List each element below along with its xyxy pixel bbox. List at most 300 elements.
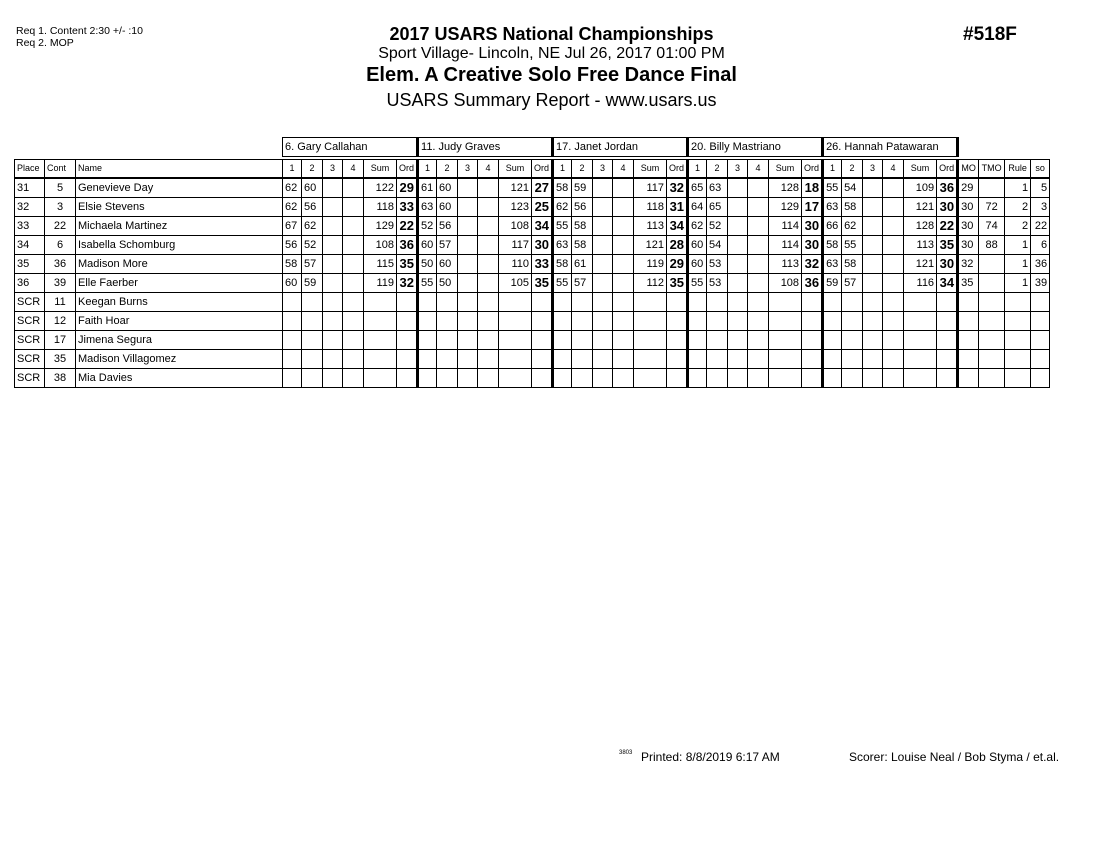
judge-score-cell [863,236,883,255]
judge-ordinal-cell [937,350,958,369]
judge-score-cell [707,350,728,369]
judge-sum-cell: 128 [769,178,802,198]
judge-score-cell: 63 [553,236,572,255]
judge-score-cell [323,255,343,274]
judge-score-cell: 56 [437,217,458,236]
judge-score-cell: 56 [283,236,302,255]
place-cell: 34 [15,236,45,255]
skater-name-cell: Elsie Stevens [76,198,283,217]
so-cell: 3 [1031,198,1050,217]
judge-score-cell [572,331,593,350]
judge-sum-cell: 114 [769,236,802,255]
rule-cell: 2 [1005,198,1031,217]
judge-score-cell [323,331,343,350]
contestant-number-cell: 22 [45,217,76,236]
judge-score-cell [728,236,748,255]
judge-ordinal-cell: 32 [802,255,823,274]
judge-score-cell [343,274,364,293]
col-header-judge-2: 3 [458,160,478,179]
judge-score-cell [283,331,302,350]
table-row [15,217,1050,236]
judge-ordinal-cell: 35 [667,274,688,293]
judge-score-cell [302,293,323,312]
judge-score-cell [593,350,613,369]
judge-score-cell [863,293,883,312]
judge-score-cell: 52 [418,217,437,236]
judge-score-cell [883,178,904,198]
judge-score-cell [343,198,364,217]
col-header-judge-5: Sum [904,160,937,179]
judge-score-cell [283,369,302,388]
rule-cell [1005,293,1031,312]
rule-cell [1005,312,1031,331]
judge-score-cell [593,178,613,198]
judge-score-cell: 56 [572,198,593,217]
tmo-cell [979,369,1005,388]
tmo-cell: 72 [979,198,1005,217]
skater-name-cell: Jimena Segura [76,331,283,350]
judge-score-cell: 58 [572,236,593,255]
skater-name-cell: Madison Villagomez [76,350,283,369]
mo-cell [958,369,979,388]
judge-ordinal-cell [667,331,688,350]
judge-score-cell [613,255,634,274]
judge-score-cell: 55 [823,178,842,198]
judge-score-cell [748,255,769,274]
judge-score-cell: 55 [553,217,572,236]
judge-score-cell: 58 [842,198,863,217]
judge-score-cell [728,350,748,369]
judge-score-cell: 65 [688,178,707,198]
rule-cell: 1 [1005,274,1031,293]
judge-ordinal-cell [802,350,823,369]
col-header-cont: Cont [45,160,76,179]
judge-score-cell [458,331,478,350]
col-header-judge-1: Ord [397,160,418,179]
judge-sum-cell: 121 [634,236,667,255]
judge-sum-cell [904,350,937,369]
col-header-name: Name [76,160,283,179]
judge-score-cell [842,350,863,369]
tmo-cell: 88 [979,236,1005,255]
col-header-so: so [1031,160,1050,179]
rule-cell: 1 [1005,255,1031,274]
judge-score-cell [883,369,904,388]
judge-score-cell [343,331,364,350]
judge-ordinal-cell: 31 [667,198,688,217]
judge-score-cell [343,293,364,312]
results-table [14,137,1050,388]
col-header-judge-3: 1 [553,160,572,179]
judge-score-cell [883,312,904,331]
judge-ordinal-cell: 17 [802,198,823,217]
judge-score-cell: 52 [302,236,323,255]
col-header-judge-5: Ord [937,160,958,179]
judge-score-cell: 57 [437,236,458,255]
judge-score-cell [458,255,478,274]
contestant-number-cell: 35 [45,350,76,369]
judge-sum-cell: 117 [499,236,532,255]
judge-ordinal-cell [937,312,958,331]
judge-ordinal-cell [397,293,418,312]
judge-score-cell [478,178,499,198]
judge-sum-cell [499,369,532,388]
so-cell [1031,312,1050,331]
mo-cell: 30 [958,198,979,217]
mo-cell: 30 [958,217,979,236]
judge-score-cell: 62 [688,217,707,236]
col-header-judge-1: 3 [323,160,343,179]
judge-ordinal-cell: 30 [937,198,958,217]
judge-score-cell [458,274,478,293]
place-cell: 35 [15,255,45,274]
rule-cell: 2 [1005,217,1031,236]
judge-ordinal-cell [532,369,553,388]
judge-sum-cell: 122 [364,178,397,198]
col-header-judge-4: 1 [688,160,707,179]
judge-score-cell [613,198,634,217]
judge-score-cell [613,331,634,350]
judge-score-cell [458,350,478,369]
judge-score-cell: 60 [688,255,707,274]
tmo-cell [979,178,1005,198]
judge-score-cell [302,331,323,350]
judge-score-cell: 59 [572,178,593,198]
table-row [15,369,1050,388]
judge-score-cell [728,331,748,350]
judge-score-cell [437,293,458,312]
judge-score-cell [323,236,343,255]
judge-score-cell [823,369,842,388]
judge-name: 17. Janet Jordan [553,138,688,157]
mo-cell [958,331,979,350]
judge-ordinal-cell [937,331,958,350]
judge-score-cell [323,293,343,312]
col-header-judge-3: 3 [593,160,613,179]
judge-sum-cell: 129 [364,217,397,236]
col-header-place: Place [15,160,45,179]
judge-score-cell: 59 [823,274,842,293]
skater-name-cell: Isabella Schomburg [76,236,283,255]
judge-score-cell [343,312,364,331]
judge-score-cell [458,198,478,217]
col-header-judge-5: 3 [863,160,883,179]
contestant-number-cell: 39 [45,274,76,293]
judge-score-cell: 63 [418,198,437,217]
judge-score-cell [883,331,904,350]
judge-score-cell: 58 [553,255,572,274]
judge-score-cell [748,293,769,312]
judge-sum-cell: 113 [769,255,802,274]
requirement-1: Req 1. Content 2:30 +/- :10 [16,25,143,37]
judge-score-cell [883,198,904,217]
place-cell: 32 [15,198,45,217]
judge-ordinal-cell [802,331,823,350]
judge-sum-cell: 118 [634,198,667,217]
judge-score-cell [478,274,499,293]
judge-sum-cell: 123 [499,198,532,217]
rule-cell: 1 [1005,178,1031,198]
judge-score-cell [748,331,769,350]
tmo-cell [979,274,1005,293]
judge-ordinal-cell [667,312,688,331]
judge-score-cell: 65 [707,198,728,217]
judge-score-cell: 53 [707,274,728,293]
so-cell: 6 [1031,236,1050,255]
judge-sum-cell: 116 [904,274,937,293]
judge-score-cell [728,312,748,331]
judge-score-cell [863,312,883,331]
judge-ordinal-cell: 36 [937,178,958,198]
judge-ordinal-cell: 33 [397,198,418,217]
judge-score-cell: 58 [572,217,593,236]
judge-score-cell [883,255,904,274]
judge-sum-cell: 117 [634,178,667,198]
col-header-judge-3: Ord [667,160,688,179]
judge-sum-cell [364,293,397,312]
judge-score-cell: 55 [842,236,863,255]
judge-ordinal-cell: 28 [667,236,688,255]
judge-score-cell: 57 [842,274,863,293]
judge-score-cell [323,178,343,198]
col-header-judge-4: Ord [802,160,823,179]
judge-ordinal-cell [532,331,553,350]
judge-score-cell: 60 [283,274,302,293]
judge-ordinal-cell: 30 [937,255,958,274]
judge-score-cell [458,369,478,388]
judge-score-cell [823,331,842,350]
judge-score-cell: 62 [842,217,863,236]
judge-sum-cell [904,369,937,388]
judge-score-cell [748,369,769,388]
judge-score-cell [863,274,883,293]
tmo-cell [979,331,1005,350]
judge-score-cell [572,350,593,369]
judge-score-cell [613,217,634,236]
place-cell: SCR [15,350,45,369]
judge-sum-cell: 108 [364,236,397,255]
judge-ordinal-cell: 22 [937,217,958,236]
judge-score-cell [343,369,364,388]
judge-ordinal-cell: 22 [397,217,418,236]
judge-ordinal-cell: 18 [802,178,823,198]
judge-score-cell [593,236,613,255]
judge-ordinal-cell [397,369,418,388]
col-header-judge-1: 4 [343,160,364,179]
judge-ordinal-cell [937,369,958,388]
contestant-number-cell: 11 [45,293,76,312]
judge-sum-cell: 128 [904,217,937,236]
judge-sum-cell: 112 [634,274,667,293]
judge-score-cell: 66 [823,217,842,236]
skater-name-cell: Genevieve Day [76,178,283,198]
contestant-number-cell: 38 [45,369,76,388]
judge-score-cell [593,217,613,236]
judge-score-cell: 62 [283,198,302,217]
judge-score-cell [572,293,593,312]
judge-score-cell: 54 [707,236,728,255]
judge-score-cell [302,312,323,331]
judge-ordinal-cell: 30 [532,236,553,255]
judge-score-cell [418,312,437,331]
judge-score-cell [553,350,572,369]
table-row [15,198,1050,217]
judge-score-cell [842,369,863,388]
judge-score-cell [688,331,707,350]
judge-score-cell: 67 [283,217,302,236]
so-cell: 36 [1031,255,1050,274]
rule-cell [1005,369,1031,388]
judge-ordinal-cell: 34 [937,274,958,293]
judge-ordinal-cell [397,312,418,331]
judge-sum-cell [904,331,937,350]
judge-score-cell [323,369,343,388]
judge-score-cell [688,369,707,388]
footer-code: 3803 [619,750,633,756]
judge-score-cell: 62 [553,198,572,217]
col-header-judge-4: 4 [748,160,769,179]
judge-ordinal-cell [532,350,553,369]
judge-score-cell [553,331,572,350]
judge-sum-cell [904,293,937,312]
judge-score-cell: 52 [707,217,728,236]
judge-score-cell [343,350,364,369]
judge-sum-cell [499,331,532,350]
col-header-judge-3: Sum [634,160,667,179]
col-header-judge-3: 4 [613,160,634,179]
contestant-number-cell: 5 [45,178,76,198]
judge-score-cell [883,217,904,236]
judge-score-cell [478,369,499,388]
tmo-cell [979,293,1005,312]
judge-score-cell [863,350,883,369]
judge-score-cell: 63 [823,255,842,274]
judge-sum-cell: 121 [904,255,937,274]
judge-score-cell [323,217,343,236]
judge-score-cell [418,350,437,369]
col-header-judge-3: 2 [572,160,593,179]
judge-ordinal-cell: 36 [397,236,418,255]
judge-score-cell [593,274,613,293]
judge-score-cell [707,369,728,388]
judge-score-cell: 60 [437,198,458,217]
mo-cell: 30 [958,236,979,255]
so-cell: 22 [1031,217,1050,236]
judge-ordinal-cell: 29 [667,255,688,274]
table-row [15,274,1050,293]
judge-score-cell: 60 [437,255,458,274]
place-cell: 33 [15,217,45,236]
judge-sum-cell [499,350,532,369]
place-cell: SCR [15,369,45,388]
judge-score-cell: 59 [302,274,323,293]
judge-score-cell [593,312,613,331]
judge-score-cell [478,293,499,312]
judge-sum-cell: 119 [364,274,397,293]
judge-score-cell [842,331,863,350]
judge-score-cell [748,274,769,293]
place-cell: SCR [15,293,45,312]
table-row [15,293,1050,312]
judge-sum-cell [769,293,802,312]
judge-score-cell [478,350,499,369]
col-header-judge-1: 2 [302,160,323,179]
judge-score-cell [323,312,343,331]
judge-score-cell [593,255,613,274]
judge-score-cell: 64 [688,198,707,217]
judge-sum-cell [364,331,397,350]
so-cell [1031,350,1050,369]
judge-score-cell: 50 [418,255,437,274]
mo-cell [958,293,979,312]
judge-ordinal-cell: 30 [802,217,823,236]
judge-score-cell [688,293,707,312]
judge-score-cell [613,178,634,198]
mo-cell [958,350,979,369]
judge-sum-cell [634,369,667,388]
skater-name-cell: Michaela Martinez [76,217,283,236]
judge-score-cell: 60 [418,236,437,255]
judge-score-cell [458,236,478,255]
judge-score-cell [728,217,748,236]
mo-cell: 35 [958,274,979,293]
judge-name: 11. Judy Graves [418,138,553,157]
rule-cell [1005,331,1031,350]
judge-score-cell [478,312,499,331]
judge-sum-cell: 113 [634,217,667,236]
judge-score-cell [863,331,883,350]
judge-score-cell [883,350,904,369]
judge-score-cell [418,331,437,350]
judge-score-cell [553,369,572,388]
judge-score-cell [728,178,748,198]
judge-score-cell [728,255,748,274]
judge-ordinal-cell [532,312,553,331]
judge-score-cell: 62 [283,178,302,198]
scorer-credits: Scorer: Louise Neal / Bob Styma / et.al. [849,750,1060,764]
col-header-rule: Rule [1005,160,1031,179]
judge-score-cell [823,312,842,331]
judge-sum-cell: 110 [499,255,532,274]
judge-name: 6. Gary Callahan [283,138,418,157]
judge-score-cell [593,198,613,217]
judge-score-cell [728,369,748,388]
judge-score-cell [478,217,499,236]
judge-score-cell [437,331,458,350]
judge-sum-cell: 115 [364,255,397,274]
so-cell [1031,369,1050,388]
col-header-judge-2: Sum [499,160,532,179]
judge-sum-cell [634,293,667,312]
judge-score-cell [863,178,883,198]
judge-score-cell [748,350,769,369]
judge-score-cell: 60 [302,178,323,198]
judge-ordinal-cell: 32 [397,274,418,293]
judge-score-cell [883,274,904,293]
judge-score-cell [478,198,499,217]
judge-sum-cell: 108 [769,274,802,293]
judge-score-cell: 58 [842,255,863,274]
judge-score-cell [748,236,769,255]
judge-score-cell: 54 [842,178,863,198]
table-row [15,331,1050,350]
judge-ordinal-cell: 33 [532,255,553,274]
judge-score-cell: 62 [302,217,323,236]
judge-sum-cell [364,369,397,388]
judge-sum-cell [634,331,667,350]
contestant-number-cell: 17 [45,331,76,350]
judge-sum-cell: 113 [904,236,937,255]
